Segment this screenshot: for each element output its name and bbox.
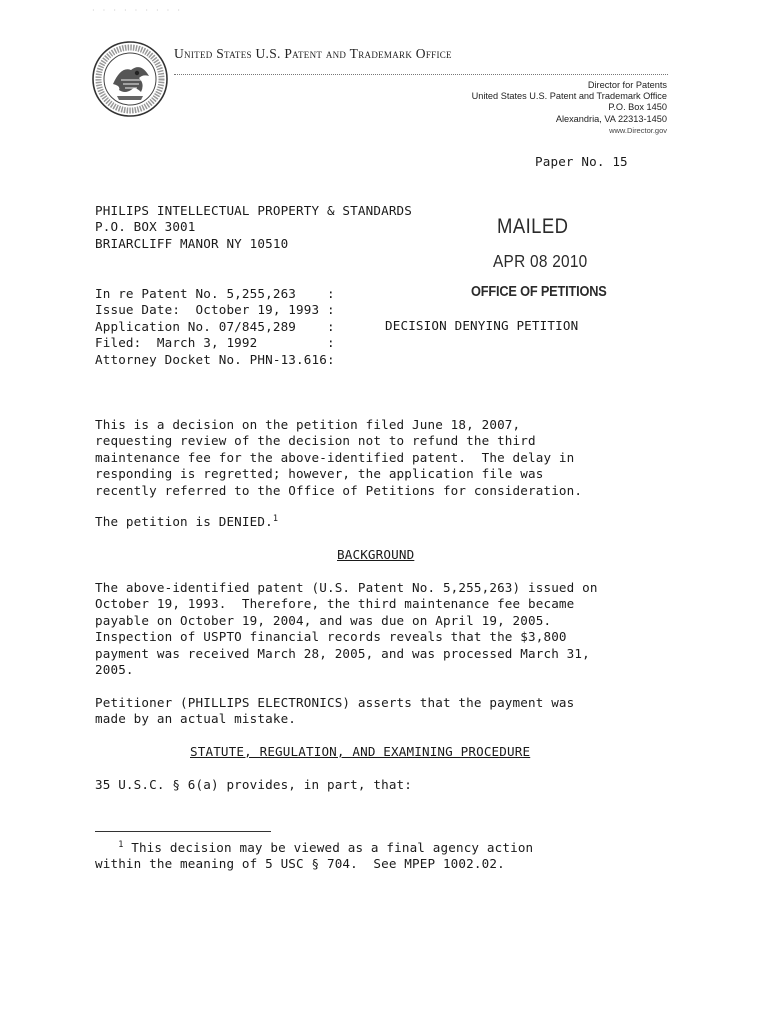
text-line: responding is regretted; however, the application file was xyxy=(95,466,544,482)
text-line: Petitioner (PHILLIPS ELECTRONICS) asserts that the payment was xyxy=(95,695,575,710)
footnote-divider xyxy=(95,831,271,832)
mailed-stamp: MAILED xyxy=(497,215,569,238)
header-divider xyxy=(174,74,668,75)
footnote xyxy=(95,840,533,873)
office-name: United States U.S. Patent and Trademark Office xyxy=(174,46,452,61)
director-address-block xyxy=(472,80,667,136)
paragraph-intro xyxy=(95,417,715,499)
paragraph-ruling xyxy=(95,514,715,530)
office-of-petitions-stamp: OFFICE OF PETITIONS xyxy=(471,284,607,300)
heading-background: BACKGROUND xyxy=(337,547,415,562)
text-line: October 19, 1993. Therefore, the third maintenance fee became xyxy=(95,596,575,612)
paragraph-statute: 35 U.S.C. § 6(a) provides, in part, that: xyxy=(95,777,413,792)
text-line: 2005. xyxy=(95,662,134,678)
uspto-seal-icon xyxy=(91,40,169,118)
address-line: PHILIPS INTELLECTUAL PROPERTY & STANDARDS xyxy=(95,203,413,218)
website-link[interactable]: www.Director.gov xyxy=(609,125,667,135)
footnote-reference[interactable]: 1 xyxy=(272,513,279,524)
address-line: P.O. BOX 3001 xyxy=(95,219,196,235)
case-caption xyxy=(95,286,335,368)
text-line: made by an actual mistake. xyxy=(95,711,297,727)
director-line: United States U.S. Patent and Trademark Office xyxy=(471,91,667,102)
footnote-line: within the meaning of 5 USC § 704. See MPEP 1002.02. xyxy=(95,856,505,872)
caption-filed: Filed: March 3, 1992 : xyxy=(95,335,335,351)
address-line: BRIARCLIFF MANOR NY 10510 xyxy=(95,235,289,251)
text-line: This is a decision on the petition filed June 18, 2007, xyxy=(95,417,521,432)
director-line: Director for Patents xyxy=(587,80,667,90)
paragraph-assertion xyxy=(95,695,715,728)
text-line: The above-identified patent (U.S. Patent No. 5,255,263) issued on xyxy=(95,580,598,595)
text-line: payable on October 19, 2004, and was due on April 19, 2005. xyxy=(95,612,552,628)
ruling-text: The petition is DENIED. xyxy=(95,514,273,529)
footnote-mark: 1 xyxy=(118,839,124,850)
paragraph-background xyxy=(95,580,715,678)
director-line: Alexandria, VA 22313-1450 xyxy=(555,113,667,124)
caption-application-no: Application No. 07/845,289 : xyxy=(95,318,335,334)
director-line: P.O. Box 1450 xyxy=(608,102,667,113)
text-line: recently referred to the Office of Petitions for consideration. xyxy=(95,482,583,498)
caption-issue-date: Issue Date: October 19, 1993 : xyxy=(95,302,335,318)
caption-docket: Attorney Docket No. PHN-13.616: xyxy=(95,351,335,367)
scan-artifact: · · · · · · · · · xyxy=(92,6,183,15)
paper-number: Paper No. 15 xyxy=(535,154,628,169)
caption-patent-no: In re Patent No. 5,255,263 : xyxy=(95,286,335,301)
footnote-line xyxy=(95,840,533,856)
text-line: maintenance fee for the above-identified patent. The delay in xyxy=(95,449,575,465)
footnote-text: This decision may be viewed as a final agency action xyxy=(123,840,534,855)
text-line: payment was received March 28, 2005, and was processed March 31, xyxy=(95,645,590,661)
recipient-address xyxy=(95,203,412,252)
text-line: Inspection of USPTO financial records reveals that the $3,800 xyxy=(95,629,567,645)
decision-title: DECISION DENYING PETITION xyxy=(385,318,579,333)
heading-statute: STATUTE, REGULATION, AND EXAMINING PROCEDURE xyxy=(190,744,531,759)
text-line: requesting review of the decision not to refund the third xyxy=(95,433,536,449)
mailed-date-stamp: APR 08 2010 xyxy=(493,251,588,271)
